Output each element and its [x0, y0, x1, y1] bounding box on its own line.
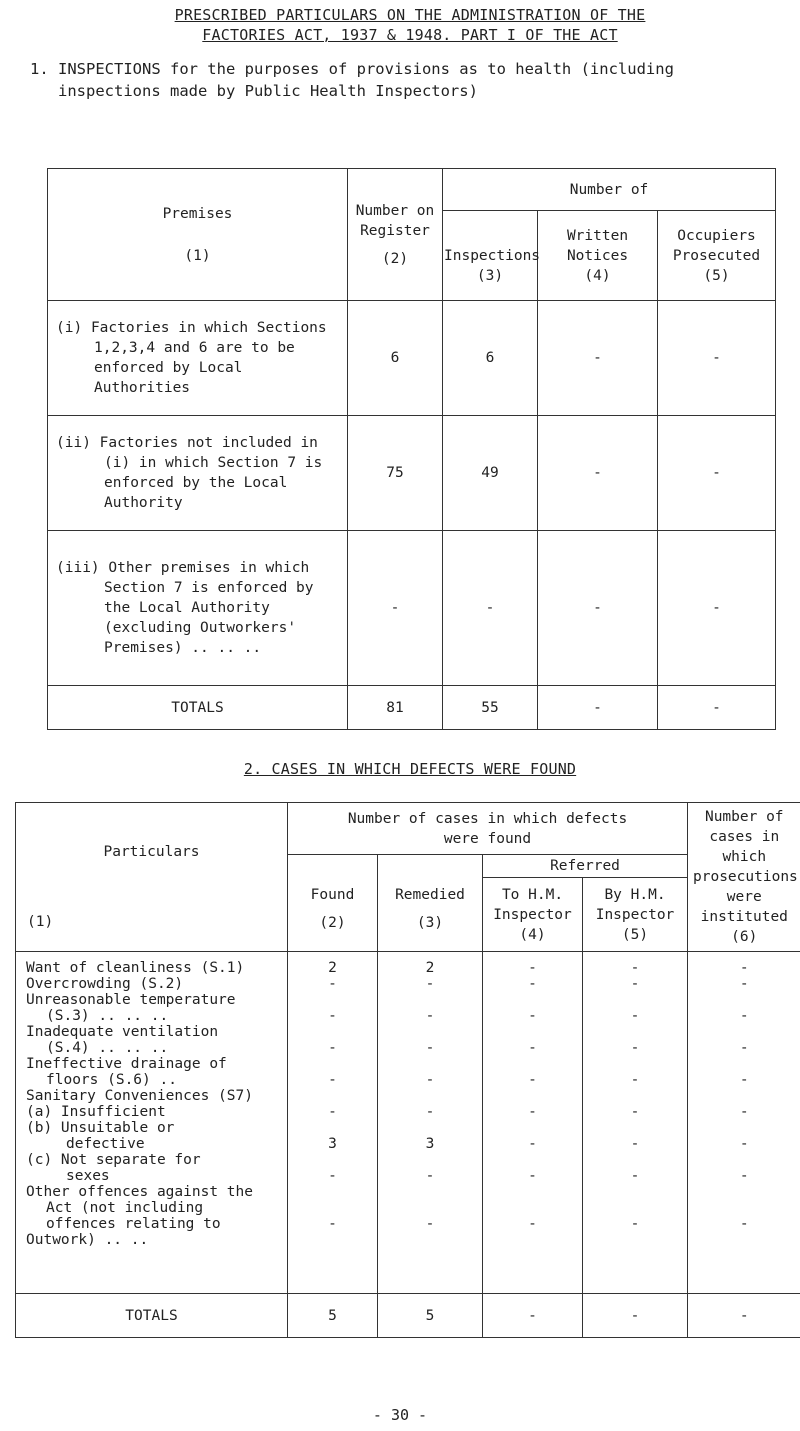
particular-line: offences relating to: [46, 1216, 221, 1232]
particular-line: Inadequate ventilation: [26, 1024, 219, 1040]
table-row: [48, 416, 776, 531]
section1-title: 1. INSPECTIONS for the purposes of provisions as to health (including inspections made by Public Health Inspectors): [30, 60, 674, 100]
value-cell: -: [328, 1008, 337, 1024]
defects-body: [16, 952, 800, 1294]
value-cell: -: [528, 960, 537, 976]
value-cell: [289, 1088, 376, 1104]
value-cell: -: [328, 1040, 337, 1056]
remedied-values: [378, 952, 483, 1294]
value-cell: -: [630, 960, 640, 976]
value-cell: [689, 1056, 800, 1072]
value-cell: [289, 1152, 376, 1168]
col-header-remedied: Remedied (3): [378, 855, 483, 952]
row-label: (ii) Factories not included in (i) in which Section 7 is enforced by the Local Authority: [48, 416, 348, 531]
section2-title: 2. CASES IN WHICH DEFECTS WERE FOUND: [243, 760, 577, 778]
value-cell: -: [328, 1168, 337, 1184]
particular-line: Act (not including: [46, 1200, 204, 1216]
value-cell: [584, 1088, 686, 1104]
value-cell: [484, 1024, 581, 1040]
value-cell: -: [739, 1008, 749, 1024]
col-header-notices: Written Notices (4): [538, 211, 658, 301]
col-header-referred: Referred: [483, 855, 688, 878]
cell-prosecuted: -: [658, 531, 776, 686]
value-cell: 2: [328, 960, 337, 976]
row-label: (iii) Other premises in which Section 7 is enforced by the Local Authority (excluding Outworkers' Premises) .. .. ..: [48, 531, 348, 686]
particular-line: (b) Unsuitable or: [26, 1120, 175, 1136]
value-cell: -: [739, 1104, 749, 1120]
by-hm-values: [583, 952, 688, 1294]
particular-line: (a) Insufficient: [26, 1104, 166, 1120]
value-cell: -: [425, 1072, 435, 1088]
value-cell: [484, 992, 581, 1008]
value-cell: 3: [425, 1136, 435, 1152]
to-hm-values: [483, 952, 583, 1294]
row-label: (i) Factories in which Sections 1,2,3,4 and 6 are to be enforced by Local Authorities: [48, 301, 348, 416]
cell-notices: -: [538, 416, 658, 531]
inspections-table: [47, 168, 776, 730]
value-cell: -: [528, 1008, 537, 1024]
value-cell: 3: [328, 1136, 337, 1152]
value-cell: -: [630, 1136, 640, 1152]
value-cell: [289, 1120, 376, 1136]
value-cell: -: [425, 1168, 435, 1184]
totals-row: [16, 1294, 800, 1338]
col-header-particulars: Particulars (1): [16, 803, 288, 952]
col-header-found: Found (2): [288, 855, 378, 952]
value-cell: -: [528, 1136, 537, 1152]
col-header-premises: Premises (1): [48, 169, 348, 301]
value-cell: [379, 1056, 481, 1072]
page-number: - 30 -: [372, 1406, 428, 1424]
value-cell: [584, 1152, 686, 1168]
found-values: [288, 952, 378, 1294]
value-cell: -: [328, 1104, 337, 1120]
value-cell: -: [739, 1136, 749, 1152]
particular-line: Overcrowding (S.2): [26, 976, 184, 992]
value-cell: -: [425, 1040, 435, 1056]
value-cell: [379, 992, 481, 1008]
value-cell: [484, 1088, 581, 1104]
value-cell: [584, 1184, 686, 1200]
document-title-line1: PRESCRIBED PARTICULARS ON THE ADMINISTRATION OF THE: [174, 6, 646, 24]
value-cell: [379, 1200, 481, 1216]
value-cell: [379, 1184, 481, 1200]
particular-line: (S.4) .. .. ..: [46, 1040, 169, 1056]
particular-line: Unreasonable temperature: [26, 992, 236, 1008]
value-cell: -: [425, 1216, 435, 1232]
value-cell: [484, 1120, 581, 1136]
particular-line: Outwork) .. ..: [26, 1232, 149, 1248]
value-cell: -: [630, 1008, 640, 1024]
value-cell: -: [739, 1040, 749, 1056]
value-cell: [484, 1200, 581, 1216]
value-cell: -: [630, 1072, 640, 1088]
cell-register: -: [348, 531, 443, 686]
total-register: 81: [348, 686, 443, 730]
value-cell: -: [739, 1216, 749, 1232]
cell-register: 6: [348, 301, 443, 416]
total-inspections: 55: [443, 686, 538, 730]
value-cell: [379, 1120, 481, 1136]
value-cell: [689, 1120, 800, 1136]
col-header-prosecutions: Number of cases in which prosecutions were instituted (6): [688, 803, 800, 952]
table-row: [48, 531, 776, 686]
col-header-to-hm: To H.M. Inspector (4): [483, 878, 583, 952]
value-cell: -: [328, 1072, 337, 1088]
total-remedied: 5: [378, 1294, 483, 1338]
particular-line: defective: [66, 1136, 145, 1152]
defects-table: [15, 802, 800, 1338]
value-cell: [689, 1200, 800, 1216]
value-cell: [584, 1120, 686, 1136]
value-cell: [379, 1232, 481, 1248]
value-cell: -: [630, 1040, 640, 1056]
value-cell: [689, 1232, 800, 1248]
particular-line: Other offences against the: [26, 1184, 253, 1200]
cell-inspections: 6: [443, 301, 538, 416]
value-cell: [689, 1184, 800, 1200]
value-cell: [289, 992, 376, 1008]
particular-line: Ineffective drainage of: [26, 1056, 227, 1072]
col-header-number-of: Number of: [443, 169, 776, 211]
value-cell: [484, 1152, 581, 1168]
value-cell: [689, 992, 800, 1008]
totals-label: TOTALS: [48, 686, 348, 730]
value-cell: [584, 1024, 686, 1040]
total-to-hm: -: [483, 1294, 583, 1338]
value-cell: -: [739, 1072, 749, 1088]
value-cell: [584, 992, 686, 1008]
value-cell: [484, 1056, 581, 1072]
value-cell: [379, 1088, 481, 1104]
value-cell: [379, 1152, 481, 1168]
value-cell: -: [630, 976, 640, 992]
value-cell: -: [425, 1008, 435, 1024]
value-cell: -: [528, 1168, 537, 1184]
value-cell: -: [528, 1040, 537, 1056]
value-cell: [484, 1232, 581, 1248]
value-cell: [689, 1152, 800, 1168]
value-cell: -: [528, 976, 537, 992]
particular-line: sexes: [66, 1168, 110, 1184]
total-found: 5: [288, 1294, 378, 1338]
total-prosecuted: -: [658, 686, 776, 730]
cell-register: 75: [348, 416, 443, 531]
value-cell: -: [630, 1168, 640, 1184]
total-by-hm: -: [583, 1294, 688, 1338]
particular-line: (c) Not separate for: [26, 1152, 201, 1168]
value-cell: -: [739, 976, 749, 992]
value-cell: -: [425, 976, 435, 992]
prosecutions-values: [688, 952, 800, 1294]
value-cell: -: [630, 1104, 640, 1120]
value-cell: -: [528, 1104, 537, 1120]
particulars-list: [16, 952, 288, 1294]
col-header-occupiers: Occupiers Prosecuted (5): [658, 211, 776, 301]
value-cell: -: [739, 1168, 749, 1184]
col-header-cases: Number of cases in which defects were found: [288, 803, 688, 855]
value-cell: -: [425, 1104, 435, 1120]
cell-notices: -: [538, 531, 658, 686]
value-cell: [289, 1200, 376, 1216]
total-prosecutions: -: [688, 1294, 800, 1338]
document-title-line2: FACTORIES ACT, 1937 & 1948. PART I OF THE ACT: [202, 26, 618, 44]
value-cell: [379, 1024, 481, 1040]
cell-inspections: -: [443, 531, 538, 686]
particular-line: floors (S.6) ..: [46, 1072, 177, 1088]
value-cell: [689, 1088, 800, 1104]
cell-notices: -: [538, 301, 658, 416]
value-cell: -: [328, 976, 337, 992]
cell-prosecuted: -: [658, 301, 776, 416]
value-cell: [289, 1024, 376, 1040]
value-cell: [289, 1232, 376, 1248]
particular-line: Sanitary Conveniences (S7): [26, 1088, 253, 1104]
particular-line: Want of cleanliness (S.1): [26, 960, 245, 976]
cell-inspections: 49: [443, 416, 538, 531]
value-cell: -: [630, 1216, 640, 1232]
value-cell: -: [528, 1072, 537, 1088]
particular-line: (S.3) .. .. ..: [46, 1008, 169, 1024]
value-cell: [584, 1200, 686, 1216]
table-row: [48, 301, 776, 416]
value-cell: -: [528, 1216, 537, 1232]
value-cell: [584, 1056, 686, 1072]
value-cell: [289, 1184, 376, 1200]
totals-label: TOTALS: [16, 1294, 288, 1338]
value-cell: -: [328, 1216, 337, 1232]
cell-prosecuted: -: [658, 416, 776, 531]
col-header-inspections: Inspections (3): [443, 211, 538, 301]
value-cell: [484, 1184, 581, 1200]
value-cell: [584, 1232, 686, 1248]
value-cell: [689, 1024, 800, 1040]
total-notices: -: [538, 686, 658, 730]
value-cell: 2: [425, 960, 435, 976]
col-header-register: Number on Register (2): [348, 169, 443, 301]
totals-row: [48, 686, 776, 730]
col-header-by-hm: By H.M. Inspector (5): [583, 878, 688, 952]
value-cell: -: [739, 960, 749, 976]
value-cell: [289, 1056, 376, 1072]
